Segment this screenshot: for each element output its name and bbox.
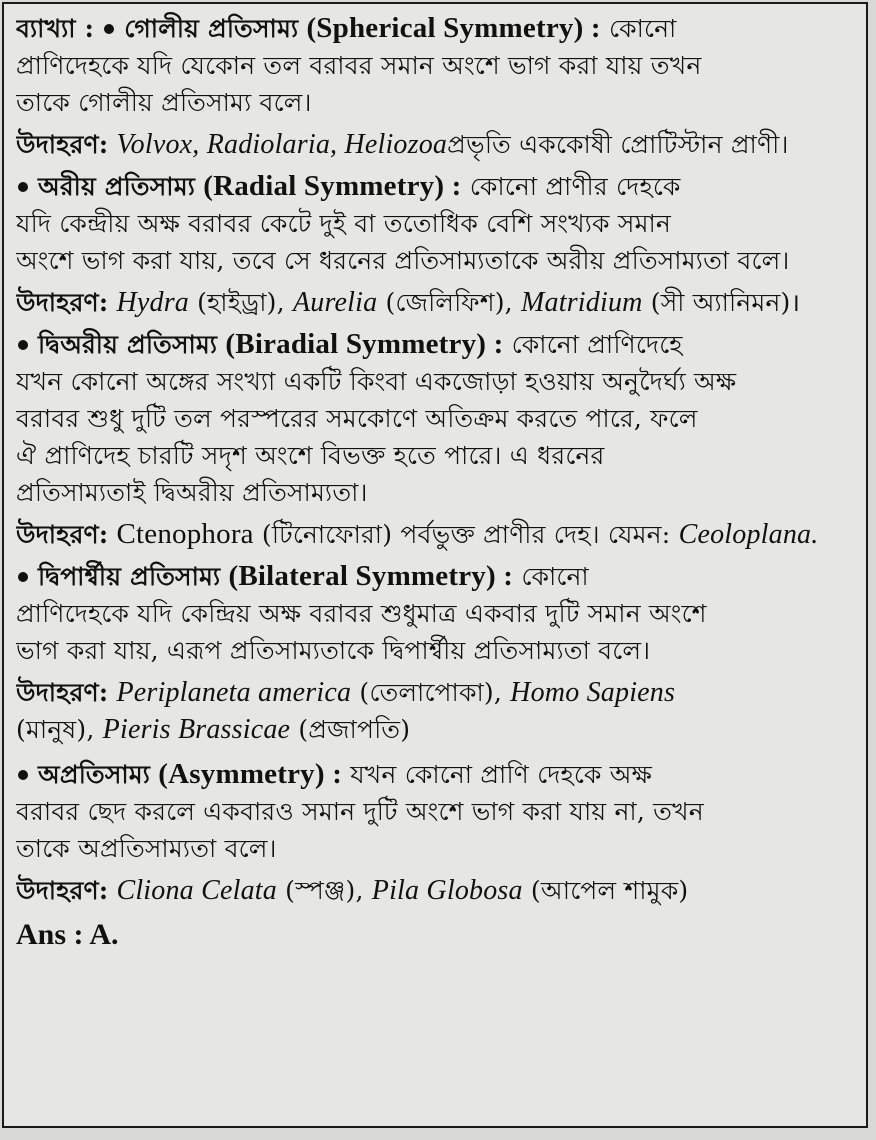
bilateral-title-en: (Bilateral Symmetry) :	[228, 560, 514, 592]
biradial-text-line: যখন কোনো অঙ্গের সংখ্যা একটি কিংবা একজোড়া হওয়ায় অনুদৈর্ঘ্য অক্ষ	[16, 367, 737, 396]
example-label: উদাহরণ:	[16, 876, 109, 905]
radial-title-bn: অরীয় প্রতিসাম্য	[38, 172, 196, 201]
bullet-icon	[104, 24, 114, 34]
bullet-icon	[18, 770, 28, 780]
spherical-text-start: কোনো	[608, 14, 677, 43]
biradial-text-start: কোনো প্রাণিদেহে	[511, 330, 683, 359]
example-species: Pieris Brassicae	[102, 714, 291, 745]
radial-text-line: যদি কেন্দ্রীয় অক্ষ বরাবর কেটে দুই বা ততোধিক বেশি সংখ্যক সমান	[16, 209, 672, 238]
example-species: Pila Globosa	[371, 875, 523, 906]
example-species: Aurelia	[292, 287, 378, 318]
example-label: উদাহরণ:	[16, 130, 109, 159]
asymmetry-title-en: (Asymmetry) :	[158, 758, 343, 790]
example-label: উদাহরণ:	[16, 678, 109, 707]
biradial-title-bn: দ্বিঅরীয় প্রতিসাম্য	[38, 330, 218, 359]
asymmetry-text-start: যখন কোনো প্রাণি দেহকে অক্ষ	[350, 760, 653, 789]
spherical-title-bn: গোলীয় প্রতিসাম্য	[124, 14, 299, 43]
radial-example	[16, 284, 854, 321]
example-species: Hydra	[116, 287, 189, 318]
bullet-icon	[18, 340, 28, 350]
example-common-name: (আপেল শামুক)	[530, 876, 689, 905]
biradial-text-line: ঐ প্রাণিদেহ চারটি সদৃশ অংশে বিভক্ত হতে পারে। এ ধরনের	[16, 441, 605, 470]
asymmetry-heading-line	[16, 756, 854, 793]
bullet-icon	[18, 572, 28, 582]
example-text: প্রভৃতি এককোষী প্রোটিস্টান প্রাণী।	[447, 130, 789, 159]
radial-heading-line	[16, 168, 854, 205]
example-common-name: (তেলাপোকা),	[359, 678, 502, 707]
example-common-name: (সী অ্যানিমন)।	[650, 288, 801, 317]
example-species: Cliona Celata	[116, 875, 277, 906]
spherical-example	[16, 126, 854, 163]
example-species: Periplaneta america	[116, 677, 352, 708]
spherical-heading-line	[16, 10, 854, 47]
example-species: Volvox, Radiolaria, Heliozoa	[116, 129, 448, 160]
explanation-label: ব্যাখ্যা :	[16, 14, 95, 43]
example-label: উদাহরণ:	[16, 520, 109, 549]
asymmetry-text-line: তাকে অপ্রতিসাম্যতা বলে।	[16, 834, 277, 863]
biradial-heading-line	[16, 326, 854, 363]
asymmetry-title-bn: অপ্রতিসাম্য	[38, 760, 151, 789]
example-phylum: Ctenophora	[116, 518, 254, 550]
biradial-title-en: (Biradial Symmetry) :	[225, 328, 504, 360]
bilateral-text-start: কোনো	[521, 562, 589, 591]
bilateral-heading-line	[16, 558, 854, 595]
example-species: Matridium	[520, 287, 643, 318]
spherical-text-line: প্রাণিদেহকে যদি যেকোন তল বরাবর সমান অংশে ভাগ করা যায় তখন	[16, 51, 702, 80]
example-label: উদাহরণ:	[16, 288, 109, 317]
bilateral-example-cont	[16, 711, 854, 748]
biradial-text-line: প্রতিসাম্যতাই দ্বিঅরীয় প্রতিসাম্যতা।	[16, 478, 368, 507]
example-species: Ceoloplana.	[678, 519, 819, 550]
spherical-text-line: তাকে গোলীয় প্রতিসাম্য বলে।	[16, 88, 312, 117]
radial-title-en: (Radial Symmetry) :	[203, 170, 462, 202]
asymmetry-example	[16, 872, 854, 909]
example-text: (টিনোফোরা) পর্বভুক্ত প্রাণীর দেহ। যেমন:	[261, 520, 671, 549]
example-common-name: (মানুষ),	[16, 715, 95, 744]
asymmetry-text-line: বরাবর ছেদ করলে একবারও সমান দুটি অংশে ভাগ করা যায় না, তখন	[16, 797, 704, 826]
biradial-text-line: বরাবর শুধু দুটি তল পরস্পরের সমকোণে অতিক্রম করতে পারে, ফলে	[16, 404, 698, 433]
example-common-name: (জেলিফিশ),	[385, 288, 513, 317]
bilateral-title-bn: দ্বিপার্শ্বীয় প্রতিসাম্য	[38, 562, 221, 591]
example-common-name: (হাইড্রা),	[197, 288, 285, 317]
bilateral-text-line: ভাগ করা যায়, এরূপ প্রতিসাম্যতাকে দ্বিপার্শ্বীয় প্রতিসাম্যতা বলে।	[16, 636, 651, 665]
spherical-title-en: (Spherical Symmetry) :	[306, 12, 601, 44]
bullet-icon	[18, 182, 28, 192]
example-common-name: (স্পঞ্জ),	[285, 876, 364, 905]
bilateral-example	[16, 674, 854, 711]
example-species: Homo Sapiens	[510, 677, 676, 708]
explanation-box	[2, 2, 868, 1128]
bilateral-text-line: প্রাণিদেহকে যদি কেন্দ্রিয় অক্ষ বরাবর শুধুমাত্র একবার দুটি সমান অংশে	[16, 599, 707, 628]
radial-text-line: অংশে ভাগ করা যায়, তবে সে ধরনের প্রতিসাম্যতাকে অরীয় প্রতিসাম্যতা বলে।	[16, 246, 790, 275]
radial-text-start: কোনো প্রাণীর দেহকে	[469, 172, 681, 201]
answer-line: Ans : A.	[16, 918, 119, 951]
biradial-example	[16, 516, 854, 553]
example-common-name: (প্রজাপতি)	[298, 715, 411, 744]
